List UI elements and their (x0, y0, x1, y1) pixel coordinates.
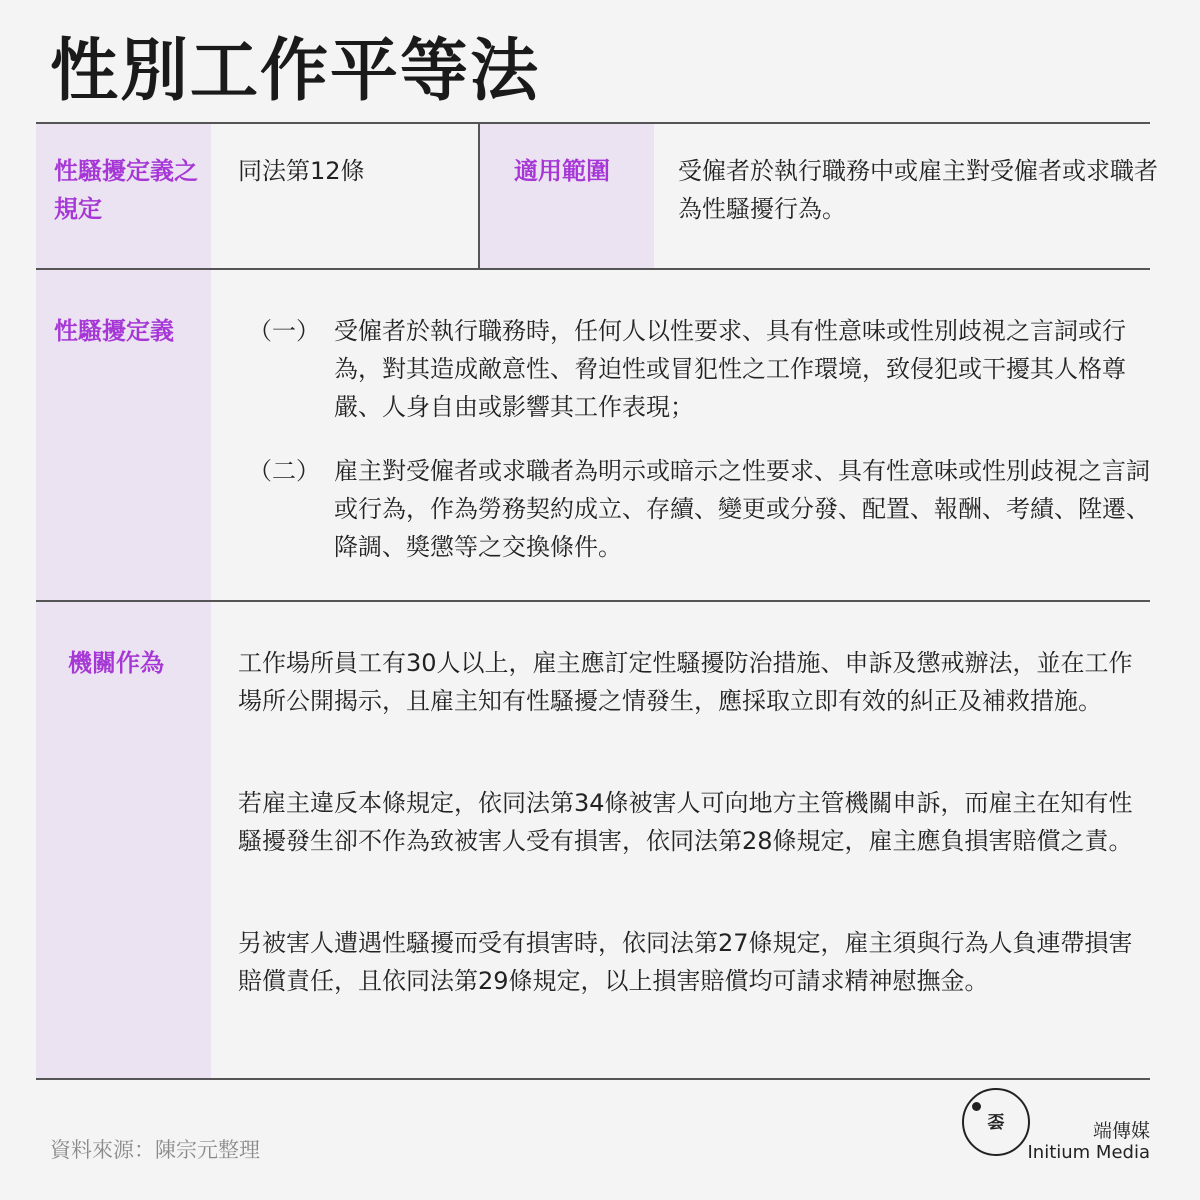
item-1-text: 受僱者於執行職務時，任何人以性要求、具有性意味或性別歧視之言詞或行為，對其造成敵意性、脅迫性或冒犯性之工作環境，致侵犯或干擾其人格尊嚴、人身自由或影響其工作表現； (334, 317, 1126, 421)
brand-name-en: Initium Media (1027, 1142, 1150, 1163)
row1-divider (478, 124, 480, 268)
paragraph-2: 若雇主違反本條規定，依同法第34條被害人可向地方主管機關申訴，而雇主在知有性騷擾發生卻不作為致被害人受有損害，依同法第28條規定，雇主應負損害賠償之責。 (238, 789, 1133, 855)
item-2-number: （二） (248, 457, 320, 485)
row1-law-ref: 同法第12條 (238, 157, 365, 185)
row3-label: 機關作為 (68, 649, 164, 677)
row2-label: 性騷擾定義 (54, 317, 174, 345)
brand-name-cn: 端傳媒 (1092, 1120, 1150, 1142)
item-2-text: 雇主對受僱者或求職者為明示或暗示之性要求、具有性意味或性別歧視之言詞或行為，作為勞務契約成立、存續、變更或分發、配置、報酬、考績、陞遷、降調、獎懲等之交換條件。 (334, 457, 1150, 561)
paragraph-3: 另被害人遭遇性騷擾而受有損害時，依同法第27條規定，雇主須與行為人負連帶損害賠償責任，且依同法第29條規定，以上損害賠償均可請求精神慰撫金。 (238, 929, 1133, 995)
source-note: 資料來源：陳宗元整理 (50, 1138, 260, 1162)
row1-scope-label: 適用範圍 (514, 157, 610, 185)
rule-row2 (36, 600, 1150, 602)
row1-scope-text: 受僱者於執行職務中或雇主對受僱者或求職者為性騷擾行為。 (678, 157, 1158, 223)
item-1-number: （一） (248, 317, 320, 345)
initium-logo (962, 1088, 1030, 1156)
rule-top (36, 122, 1150, 124)
page-title: 性別工作平等法 (50, 32, 541, 111)
row1-label: 性騷擾定義之規定 (54, 157, 198, 223)
rule-row1 (36, 268, 1150, 270)
paragraph-1: 工作場所員工有30人以上，雇主應訂定性騷擾防治措施、申訴及懲戒辦法，並在工作場所公開揭示，且雇主知有性騷擾之情發生，應採取立即有效的糾正及補救措施。 (238, 649, 1133, 715)
row1-scope-bg (480, 124, 654, 268)
rule-bottom (36, 1078, 1150, 1080)
logo-glyph: 𠀾 (987, 1113, 1005, 1133)
